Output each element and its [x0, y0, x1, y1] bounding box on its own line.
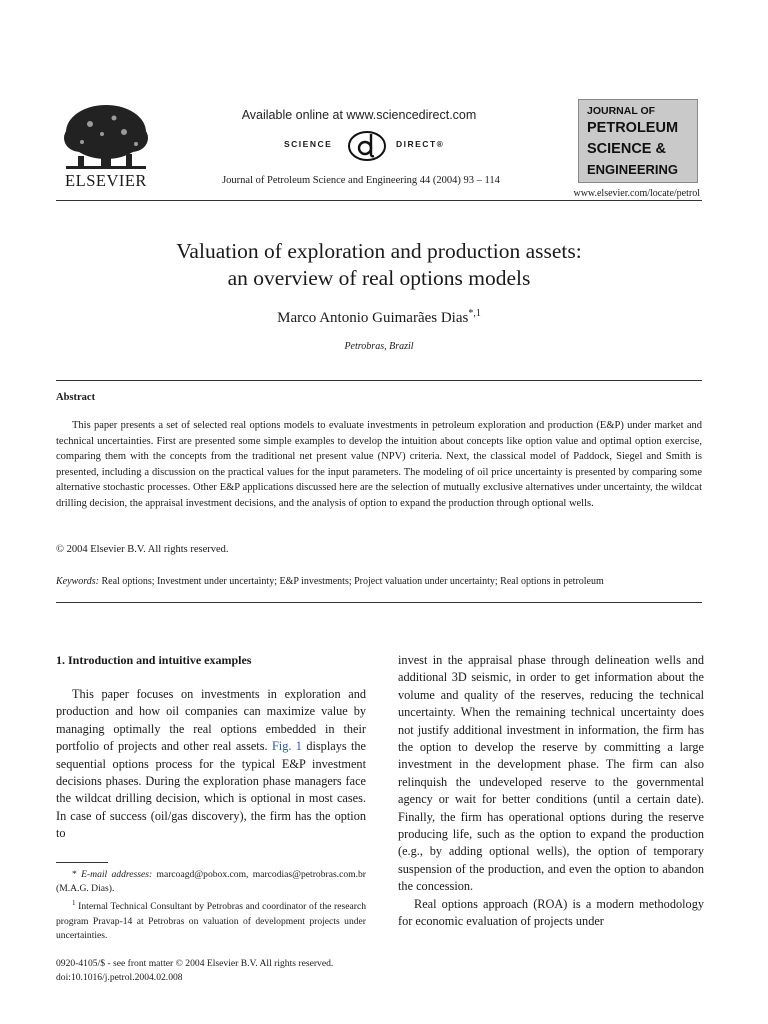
fig-1-link[interactable]: Fig. 1	[271, 739, 302, 754]
journal-logo-line: ENGINEERING	[587, 162, 679, 177]
available-online-text: Available online at www.sciencedirect.com	[241, 108, 477, 122]
footnote-mark: *	[72, 869, 77, 880]
body-paragraph: invest in the appraisal phase through delineation wells and additional 3D seismic, in order to get information about the volume and quality of the reserves, reducing the technical uncertainty. When the remaining technical uncertainty does not justify additional investment in information, the firm has the option to develop the reserve by committing a large investment in the development phase. The firm can also relinquish the undeveloped reserve to the governmental agency or wait for better conditions (until a certain date). Finally, the firm has operational options during the reserve producing life, such as the option to expand the production (e.g., by adding optional wells), the option of temporary suspension of the production, and even the option to abandon the concession.	[398, 653, 704, 894]
author-line	[56, 308, 702, 327]
author-affiliation: Petrobras, Brazil	[344, 341, 414, 352]
abstract-copyright: © 2004 Elsevier B.V. All rights reserved.	[56, 544, 229, 555]
footnote-email	[56, 868, 366, 896]
front-matter-meta	[56, 957, 333, 985]
sd-left-word: SCIENCE	[284, 139, 333, 149]
sd-right-word: DIRECT®	[396, 139, 445, 149]
elsevier-wordmark: ELSEVIER	[65, 171, 147, 190]
abstract-top-divider	[56, 380, 702, 381]
title-line-1: Valuation of exploration and production assets:	[176, 239, 582, 263]
section-heading: 1. Introduction and intuitive examples	[56, 653, 252, 667]
sciencedirect-d-icon	[344, 128, 390, 162]
article-title	[56, 238, 702, 292]
sciencedirect-logo	[236, 128, 482, 162]
footnotes	[56, 868, 366, 943]
abstract-heading: Abstract	[56, 392, 96, 403]
issn-line: 0920-4105/$ - see front matter © 2004 Elsevier B.V. All rights reserved.	[56, 958, 334, 969]
keywords-label: Keywords:	[56, 576, 99, 587]
footnote-text: Internal Technical Consultant by Petrobras and coordinator of the research program Pravap-14 at Petrobras on valuation of development projects under uncertainties.	[56, 901, 366, 941]
journal-citation: Journal of Petroleum Science and Engineering 44 (2004) 93 – 114	[222, 175, 500, 186]
body-paragraph: Real options approach (ROA) is a modern methodology for economic evaluation of projects under	[398, 896, 704, 929]
abstract-paragraph: This paper presents a set of selected real options models to evaluate investments in petroleum exploration and production (E&P) under market and technical uncertainties. First are presented some simple examples to develop the intuition about concepts like option value and optimal option exercise, comparing them with the concepts from the traditional net present value (NPV) criteria. Next, the classical model of Paddock, Siegel and Smith is presented, including a discussion on the practical values for the input parameters. The modeling of oil price uncertainty is presented by comparing some alternative stochastic processes. Other E&P applications discussed here are the selection of mutually exclusive alternatives under uncertainty, the wildcat drilling decision, the appraisal investment decisions, and the analysis of option to expand the production through optional wells.	[56, 420, 702, 509]
journal-logo-line: SCIENCE &	[587, 141, 666, 157]
author-name: Marco Antonio Guimarães Dias	[277, 310, 469, 326]
left-column	[56, 652, 366, 843]
journal-url-link[interactable]: www.elsevier.com/locate/petrol	[573, 188, 700, 199]
abstract-body	[56, 418, 702, 512]
title-line-2: an overview of real options models	[227, 266, 531, 290]
intro-text-part1: This paper focuses on investments in exploration and production and how oil companies can maximize value by managing optimally the real options embedded in their portfolio of projects and other real assets.	[56, 687, 366, 754]
right-column	[398, 652, 704, 931]
journal-logo-line: PETROLEUM	[587, 120, 679, 136]
keywords-text: Real options; Investment under uncertainty; E&P investments; Project valuation under uncertainty; Real options in petroleum	[101, 576, 604, 587]
email-label: E-mail addresses:	[81, 869, 153, 880]
footnote-mark: 1	[72, 899, 76, 908]
keywords-line	[56, 576, 702, 587]
footnote-divider	[56, 862, 108, 863]
abstract-bottom-divider	[56, 602, 702, 603]
journal-logo-box	[578, 99, 698, 183]
doi-line[interactable]: doi:10.1016/j.petrol.2004.02.008	[56, 972, 183, 984]
author-footnote-marks[interactable]: *,1	[468, 308, 481, 319]
footnote-affiliation-note	[56, 896, 366, 943]
intro-text-part2: displays the sequential options process for the typical E&P investment decisions phases. During the exploration phase managers face the wildcat drilling decision, which is optional in most cases. In case of success (oil/gas discovery), the firm has the option to	[56, 739, 367, 841]
intro-paragraph	[56, 686, 366, 843]
journal-logo-line: JOURNAL OF	[587, 105, 656, 117]
header-divider	[56, 200, 702, 201]
email-addresses[interactable]: marcoagd@pobox.com, marcodias@petrobras.com.br (M.A.G. Dias).	[56, 869, 366, 895]
